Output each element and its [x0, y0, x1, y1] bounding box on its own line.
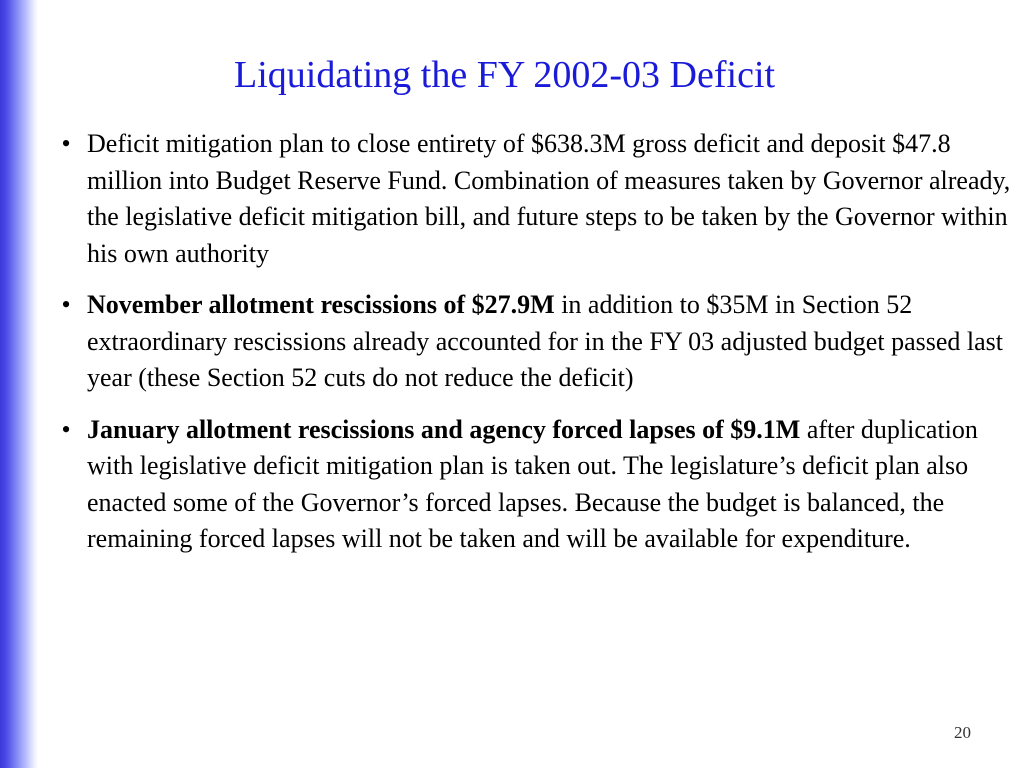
bullet-symbol: •: [61, 129, 71, 158]
bullet-text: Deficit mitigation plan to close entirety of $638.3M gross deficit and deposit $47.8 million into Budget Reserve Fund. Combination of measures taken by Governor already, the legislative deficit mitigation bill, and future steps to be taken by the Governor within his own authority: [87, 129, 1011, 268]
bullet-item-1: [56, 126, 1012, 272]
bullet-symbol: •: [61, 414, 71, 444]
left-gradient-bar: [0, 0, 38, 768]
page-number: 20: [954, 723, 971, 742]
bullet-symbol: •: [61, 290, 71, 319]
bullet-item-3: [56, 412, 1012, 558]
bullet-text: after duplication with legislative deficit mitigation plan is taken out. The legislature’s deficit plan also enacted some of the Governor’s forced lapses. Because the budget is balanced, the remaining forced lapses will not be taken and will be available for expenditure.: [87, 414, 978, 553]
bullet-text: in addition to $35M in Section 52 extraordinary rescissions already accounted for in the FY 03 adjusted budget passed last year (these Section 52 cuts do not reduce the deficit): [87, 290, 1003, 392]
slide-title: Liquidating the FY 2002-03 Deficit: [234, 54, 776, 96]
bullet-emphasis: November allotment rescissions of $27.9M: [87, 290, 555, 319]
bullet-emphasis: January allotment rescissions and agency forced lapses of $9.1M: [87, 414, 801, 444]
bullet-list: [56, 126, 1012, 573]
bullet-item-2: [56, 287, 1012, 397]
